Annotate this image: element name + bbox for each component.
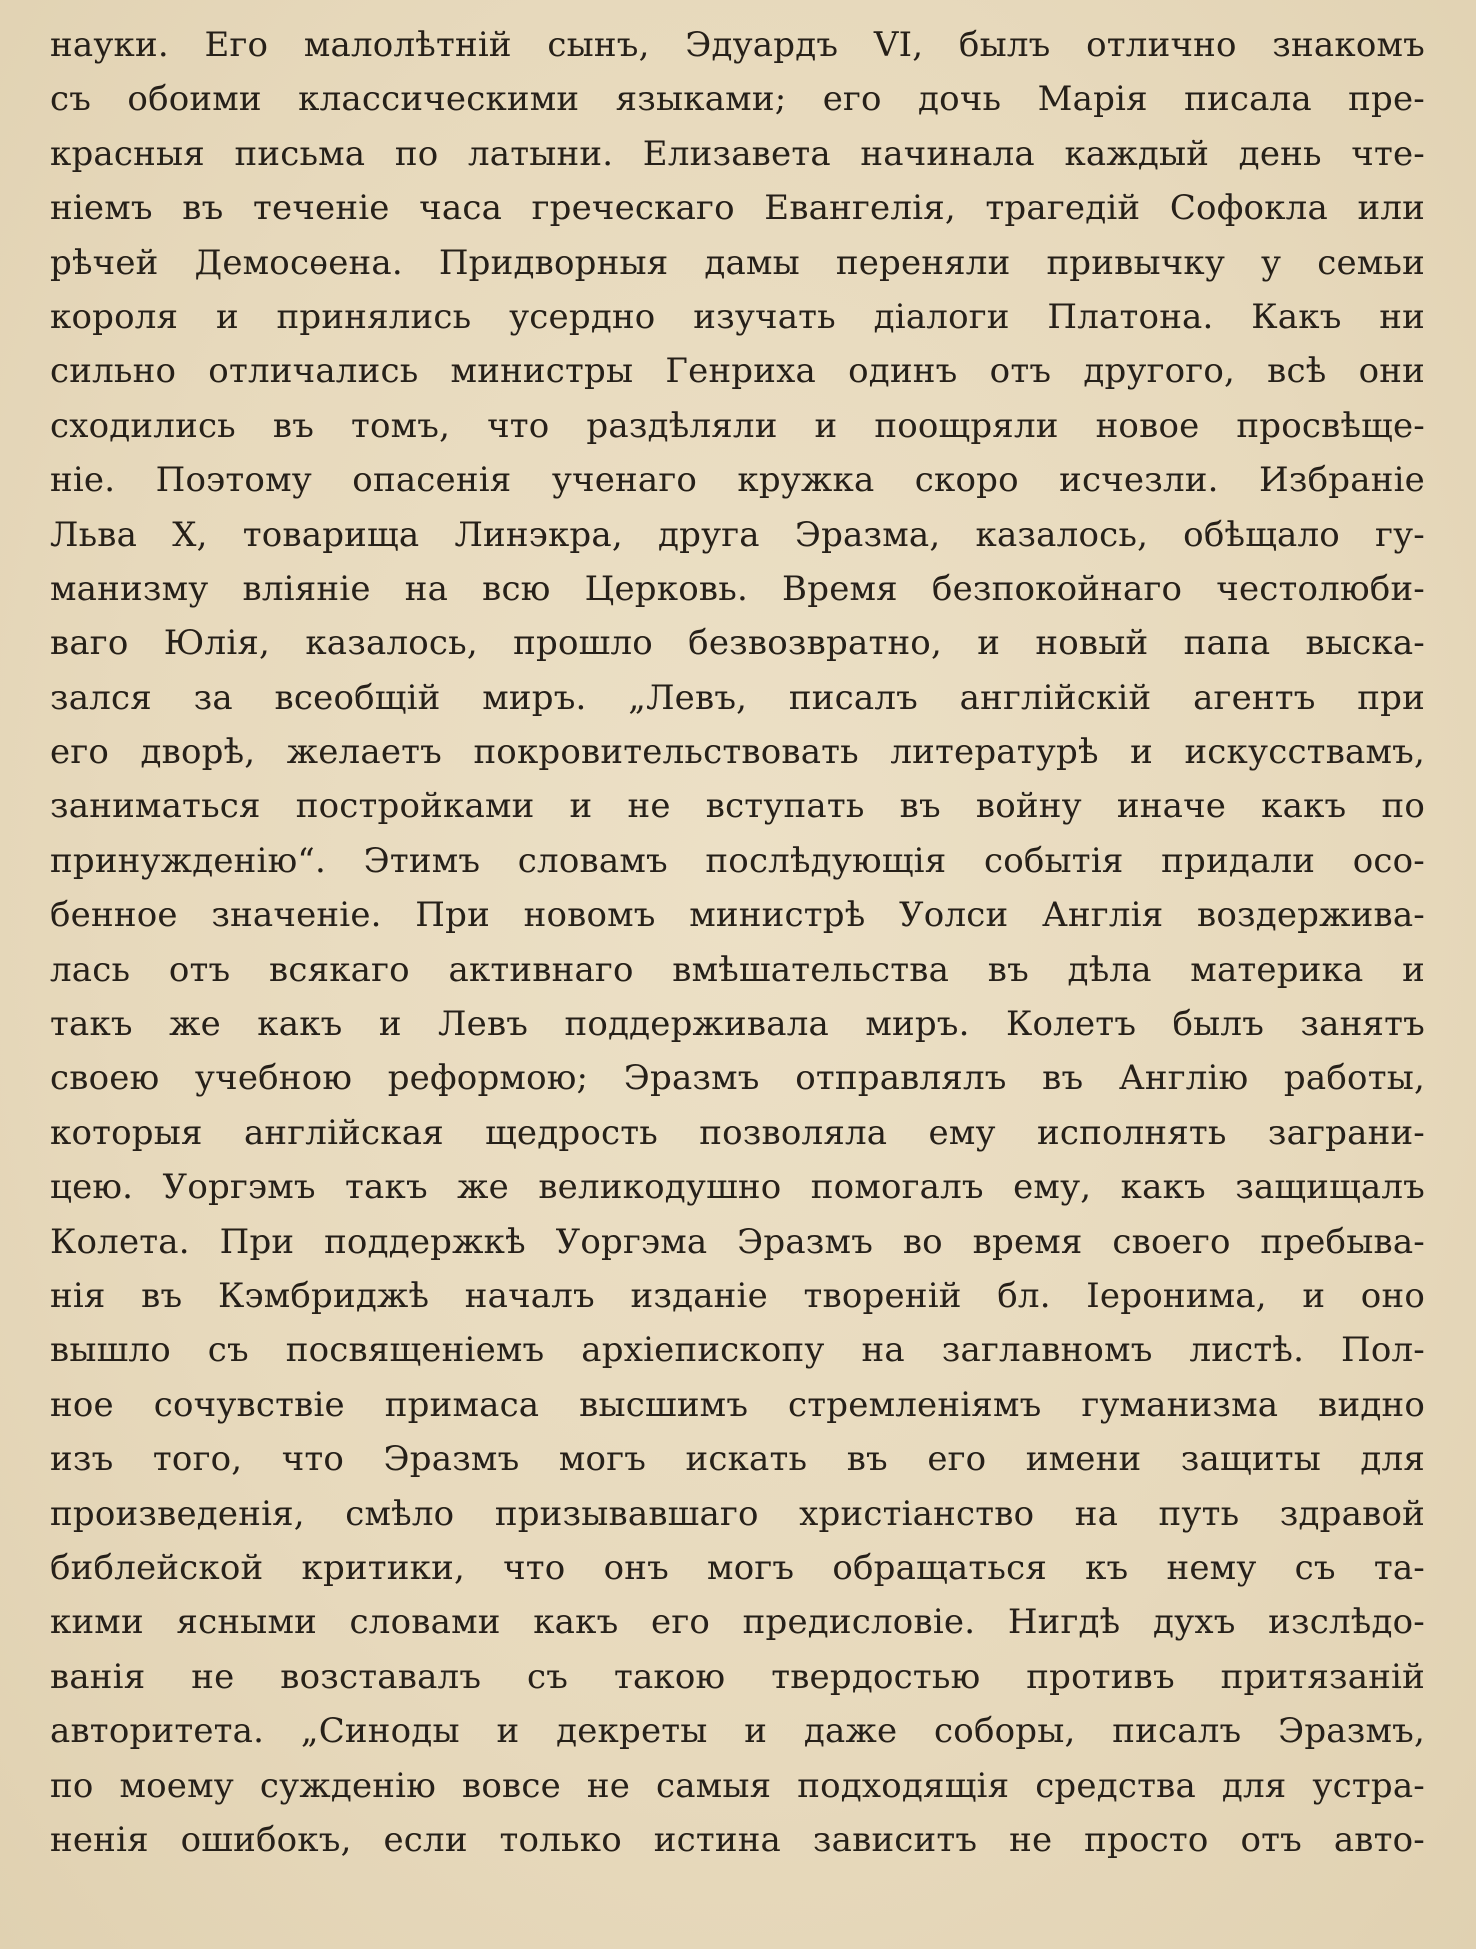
text-line: такъ же какъ и Левъ поддерживала миръ. Колетъ былъ занятъ (50, 1004, 1425, 1045)
text-line: лась отъ всякаго активнаго вмѣшательства въ дѣла материка и (50, 949, 1425, 990)
text-line: манизму вліяніе на всю Церковь. Время безпокойнаго честолюби- (50, 568, 1425, 609)
text-line: вышло съ посвященіемъ архіепископу на заглавномъ листѣ. Пол- (50, 1330, 1425, 1371)
text-line: ніемъ въ теченіе часа греческаго Евангелія, трагедій Софокла или (50, 188, 1425, 229)
text-line: зался за всеобщій миръ. „Левъ, писалъ англійскій агентъ при (50, 677, 1425, 718)
text-line: Колета. При поддержкѣ Уоргэма Эразмъ во время своего пребыва- (50, 1221, 1425, 1262)
text-line: Льва X, товарища Линэкра, друга Эразма, казалось, обѣщало гу- (50, 514, 1425, 555)
text-line: авторитета. „Синоды и декреты и даже соборы, писалъ Эразмъ, (50, 1711, 1425, 1752)
text-line: красныя письма по латыни. Елизавета начинала каждый день чте- (50, 133, 1425, 174)
text-line: своею учебною реформою; Эразмъ отправлялъ въ Англію работы, (50, 1058, 1425, 1099)
text-line: короля и принялись усердно изучать діалоги Платона. Какъ ни (50, 296, 1425, 337)
text-line: ваго Юлія, казалось, прошло безвозвратно, и новый папа выска- (50, 623, 1425, 664)
text-line: которыя англійская щедрость позволяла ему исполнять заграни- (50, 1112, 1425, 1153)
text-line: произведенія, смѣло призывавшаго христіанство на путь здравой (50, 1493, 1425, 1534)
text-line: сильно отличались министры Генриха одинъ отъ другого, всѣ они (50, 351, 1425, 392)
text-line: заниматься постройками и не вступать въ войну иначе какъ по (50, 786, 1425, 827)
text-line: нія въ Кэмбриджѣ началъ изданіе твореній бл. Іеронима, и оно (50, 1275, 1425, 1316)
text-line: науки. Его малолѣтній сынъ, Эдуардъ VI, былъ отлично знакомъ (50, 25, 1425, 65)
text-line: бенное значеніе. При новомъ министрѣ Уолси Англія воздержива- (50, 895, 1425, 936)
text-line: изъ того, что Эразмъ могъ искать въ его имени защиты для (50, 1439, 1425, 1480)
text-line: ненія ошибокъ, если только истина зависитъ не просто отъ авто- (50, 1819, 1425, 1860)
body-text (50, 18, 1425, 1867)
text-line: сходились въ томъ, что раздѣляли и поощряли новое просвѣще- (50, 405, 1425, 446)
text-line: кими ясными словами какъ его предисловіе. Нигдѣ духъ изслѣдо- (50, 1602, 1425, 1643)
text-line: ніе. Поэтому опасенія ученаго кружка скоро исчезли. Избраніе (50, 460, 1425, 501)
text-line: съ обоими классическими языками; его дочь Марія писала пре- (50, 79, 1425, 120)
text-line: по моему сужденію вовсе не самыя подходящія средства для устра- (50, 1765, 1425, 1806)
text-line: принужденію“. Этимъ словамъ послѣдующія событія придали осо- (50, 840, 1425, 881)
text-line: библейской критики, что онъ могъ обращаться къ нему съ та- (50, 1547, 1425, 1588)
text-line: рѣчей Демосѳена. Придворныя дамы переняли привычку у семьи (50, 242, 1425, 283)
text-line: ное сочувствіе примаса высшимъ стремленіямъ гуманизма видно (50, 1384, 1425, 1425)
text-line: его дворѣ, желаетъ покровительствовать литературѣ и искусствамъ, (50, 732, 1425, 773)
text-line: цею. Уоргэмъ такъ же великодушно помогалъ ему, какъ защищалъ (50, 1167, 1425, 1208)
text-line: ванія не возставалъ съ такою твердостью противъ притязаній (50, 1656, 1425, 1697)
